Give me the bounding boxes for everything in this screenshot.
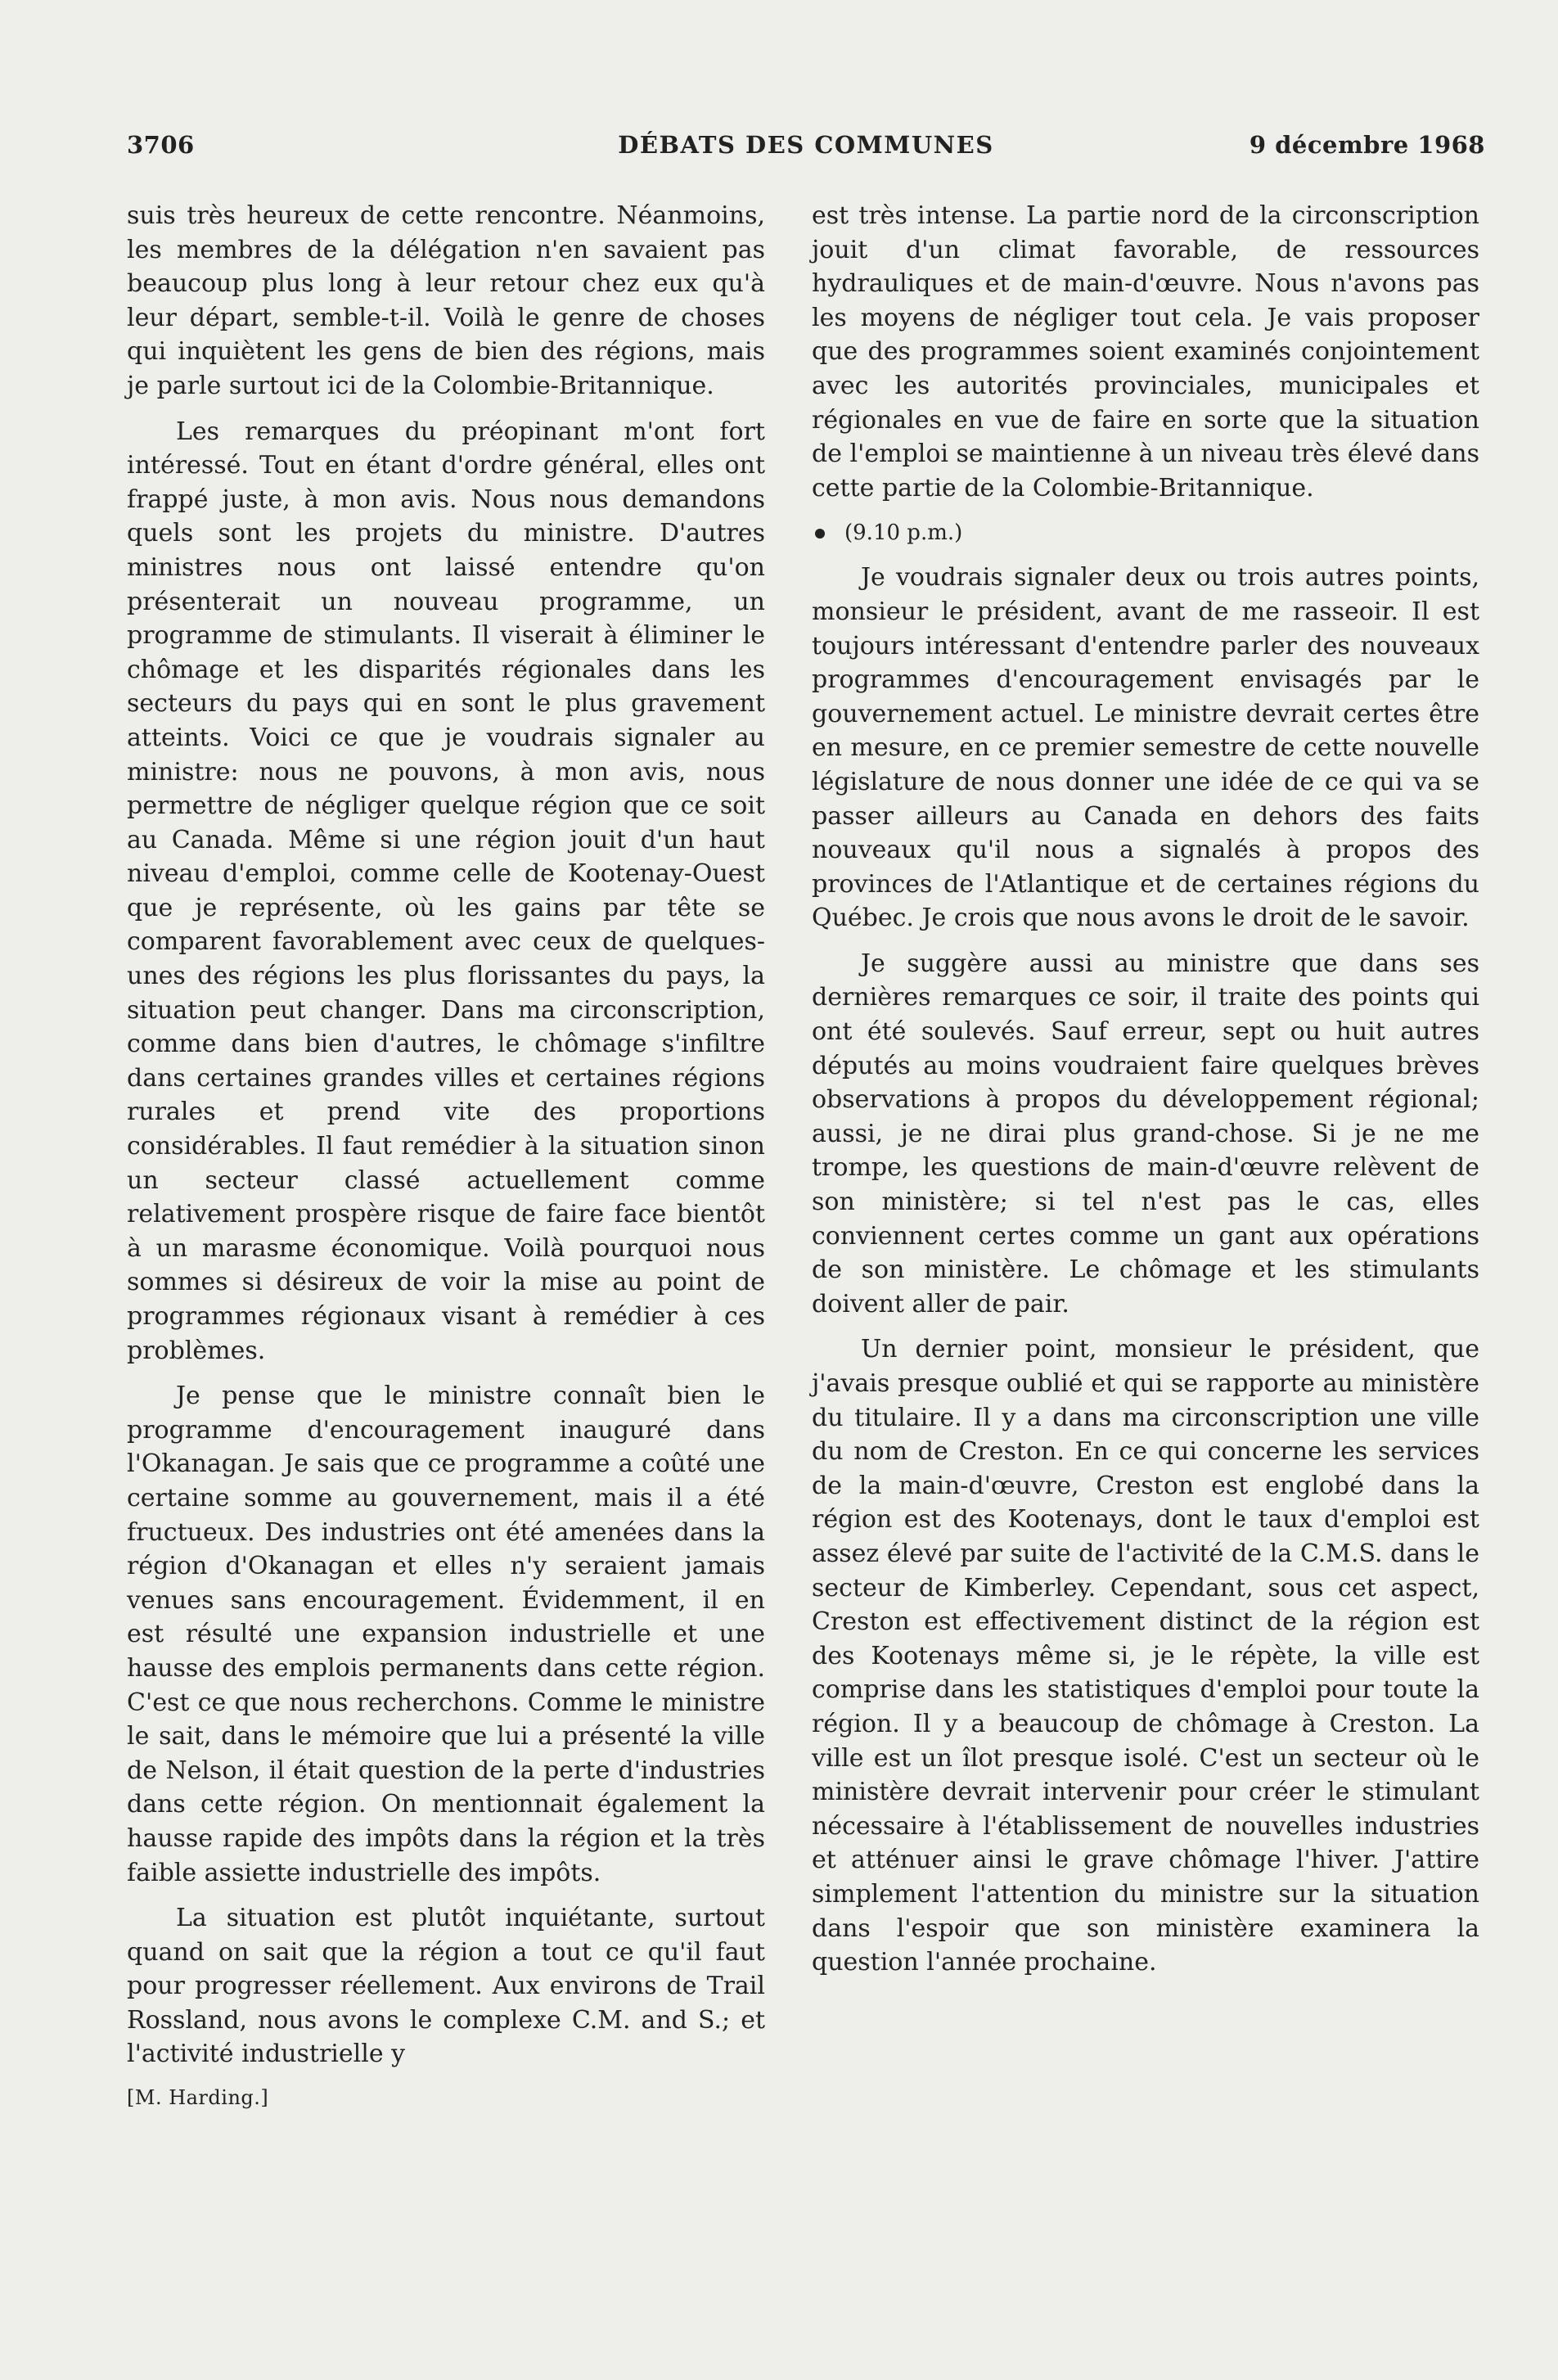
paragraph: Je suggère aussi au ministre que dans ses dernières remarques ce soir, il traite des points qui ont été soulevés. Sauf erreur, sept ou huit autres députés au moins voudraient faire quelques brèves observations à propos du développement régional; aussi, je ne dirai plus grand-chose. Si je ne me trompe, les questions de main-d'œuvre relèvent de son ministère; si tel n'est pas le cas, elles conviennent certes comme un gant aux opérations de son ministère. Le chômage et les stimulants doivent aller de pair. <box>812 949 1479 1318</box>
paragraph: suis très heureux de cette rencontre. Néanmoins, les membres de la délégation n'en savaient pas beaucoup plus long à leur retour chez eux qu'à leur départ, semble-t-il. Voilà le genre de choses qui inquiètent les gens de bien des régions, mais je parle surtout ici de la Colombie-Britannique. <box>127 201 765 400</box>
paragraph: La situation est plutôt inquiétante, surtout quand on sait que la région a tout ce qu'il faut pour progresser réellement. Aux environs de Trail Rossland, nous avons le complexe C.M. and S.; et l'activité industrielle y <box>127 1904 765 2069</box>
timestamp-text: (9.10 p.m.) <box>844 521 963 546</box>
publication-title: DÉBATS DES COMMUNES <box>618 131 994 159</box>
page-number: 3706 <box>127 131 195 159</box>
paragraph: Les remarques du préopinant m'ont fort intéressé. Tout en étant d'ordre général, elles ont frappé juste, à mon avis. Nous nous demandons quels sont les projets du ministre. D'autres ministres nous ont laissé entendre qu'on présenterait un nouveau programme, un programme de stimulants. Il viserait à éliminer le chômage et les disparités régionales dans les secteurs du pays qui en sont le plus gravement atteints. Voici ce que je voudrais signaler au ministre: nous ne pouvons, à mon avis, nous permettre de négliger quelque région que ce soit au Canada. Même si une région jouit d'un haut niveau d'emploi, comme celle de Kootenay-Ouest que je représente, où les gains par tête se comparent favorablement avec ceux de quelques-unes des régions les plus florissantes du pays, la situation peut changer. Dans ma circonscription, comme dans bien d'autres, le chômage s'infiltre dans certaines grandes villes et certaines régions rurales et prend vite des proportions considérables. Il faut remédier à la situation sinon un secteur classé actuellement comme relativement prospère risque de faire face bientôt à un marasme économique. Voilà pourquoi nous sommes si désireux de voir la mise au point de programmes régionaux visant à remédier à ces problèmes. <box>127 417 765 1365</box>
page-header <box>127 131 1485 172</box>
speaker-attribution: [M. Harding.] <box>127 2086 269 2110</box>
left-column <box>127 199 765 2112</box>
paragraph: Je voudrais signaler deux ou trois autres points, monsieur le président, avant de me rasseoir. Il est toujours intéressant d'entendre parler des nouveaux programmes d'encouragement envisagés par le gouvernement actuel. Le ministre devrait certes être en mesure, en ce premier semestre de cette nouvelle législature de nous donner une idée de ce qui va se passer ailleurs au Canada en dehors des faits nouveaux qu'il nous a signalés à propos des provinces de l'Atlantique et de certaines régions du Québec. Je crois que nous avons le droit de le savoir. <box>812 563 1479 933</box>
timestamp <box>812 516 1479 549</box>
paragraph: est très intense. La partie nord de la circonscription jouit d'un climat favorable, de ressources hydrauliques et de main-d'œuvre. Nous n'avons pas les moyens de négliger tout cela. Je vais proposer que des programmes soient examinés conjointement avec les autorités provinciales, municipales et régionales en vue de faire en sorte que la situation de l'emploi se maintienne à un niveau très élevé dans cette partie de la Colombie-Britannique. <box>812 201 1479 503</box>
publication-date: 9 décembre 1968 <box>1249 131 1485 159</box>
paragraph: Un dernier point, monsieur le président, que j'avais presque oublié et qui se rapporte au ministère du titulaire. Il y a dans ma circonscription une ville du nom de Creston. En ce qui concerne les services de la main-d'œuvre, Creston est englobé dans la région est des Kootenays, dont le taux d'emploi est assez élevé par suite de l'activité de la C.M.S. dans le secteur de Kimberley. Cependant, sous cet aspect, Creston est effectivement distinct de la région est des Kootenays même si, je le répète, la ville est comprise dans les statistiques d'emploi pour toute la région. Il y a beaucoup de chômage à Creston. La ville est un îlot presque isolé. C'est un secteur où le ministère devrait intervenir pour créer le stimulant nécessaire à l'établissement de nouvelles industries et atténuer ainsi le grave chômage l'hiver. J'attire simplement l'attention du ministre sur la situation dans l'espoir que son ministère examinera la question l'année prochaine. <box>812 1335 1479 1977</box>
paragraph: Je pense que le ministre connaît bien le programme d'encouragement inauguré dans l'Okanagan. Je sais que ce programme a coûté une certaine somme au gouvernement, mais il a été fructueux. Des industries ont été amenées dans la région d'Okanagan et elles n'y seraient jamais venues sans encouragement. Évidemment, il en est résulté une expansion industrielle et une hausse des emplois permanents dans cette région. C'est ce que nous recherchons. Comme le ministre le sait, dans le mémoire que lui a présenté la ville de Nelson, il était question de la perte d'industries dans cette région. On mentionnait également la hausse rapide des impôts dans la région et la très faible assiette industrielle des impôts. <box>127 1382 765 1887</box>
bullet-icon <box>815 529 825 539</box>
right-column <box>812 199 1479 1991</box>
